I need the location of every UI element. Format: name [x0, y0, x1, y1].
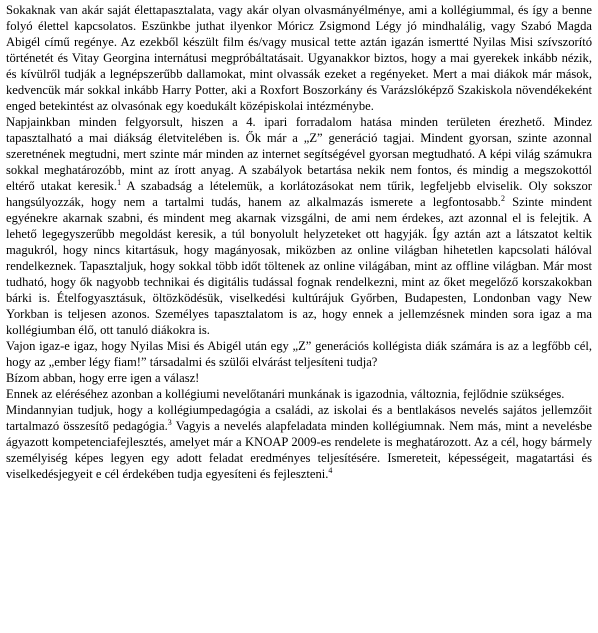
paragraph-pedagogy	[6, 402, 592, 482]
paragraph-text: A szabadság a lételemük, a korlátozásokat nem tűrik, legfeljebb elviselik. Oly sokszor hangsúlyozzák, hogy nem a tartalmi tudás, hanem az alkalmazás ismerete a legfontosabb.	[6, 179, 592, 209]
paragraph-question	[6, 338, 592, 370]
footnote-marker-3: 3	[167, 417, 172, 427]
paragraph-literary-intro	[6, 2, 592, 114]
footnote-marker-4: 4	[328, 465, 333, 475]
paragraph-text: Napjainkban minden felgyorsult, hiszen a 4. ipari forradalom hatása minden területen érezhető. Mindez tapasztalható a mai diákság életvitelében is. Ők már a „Z” generáció tagjai. Mindent gyorsan, szinte azonnal szeretnének megtudni, mert szinte már minden az internet segítségével gyorsan megtudható. A képi világ számukra sokkal meghatározóbb, mint az írott anyag. A szabályok betartása nekik nem fontos, és mindig a megszokottól eltérő utakat keresik.	[6, 115, 592, 193]
footnote-marker-1: 1	[117, 177, 122, 187]
paragraph-requirement	[6, 386, 592, 402]
paragraph-text: Bízom abban, hogy erre igen a válasz!	[6, 371, 200, 385]
footnote-marker-2: 2	[500, 193, 505, 203]
paragraph-text: Mindannyian tudjuk, hogy a kollégiumpedagógia a családi, az iskolai és a bentlakásos nevelés sajátos jellemzőit tartalmazó összesítő pedagógia.	[6, 403, 592, 433]
paragraph-text: Vagyis a nevelés alapfeladata minden kollégiumnak. Nem más, mint a nevelésbe ágyazott kompetenciafejlesztés, amelyet már a KNOAP 2009-es rendelete is meghatározott. Az a cél, hogy bármely személyiség képes legyen egy adott feladat eredményes teljesítésére. Ismereteit, képességeit, magatartási és viselkedésjegyeit e cél érdekében tudja egyesíteni és fejleszteni.	[6, 419, 592, 481]
paragraph-text: Vajon igaz-e igaz, hogy Nyilas Misi és Abigél után egy „Z” generációs kollégista diák számára is az a legfőbb cél, hogy az „ember légy fiam!” társadalmi és szülői elvárást teljesíteni tudja?	[6, 339, 592, 369]
paragraph-generation-z	[6, 114, 592, 338]
paragraph-text: Sokaknak van akár saját élettapasztalata, vagy akár olyan olvasmányélménye, ami a kollégiummal, és így a benne folyó élettel kapcsolatos. Eszünkbe juthat ilyenkor Móricz Zsigmond Légy jó mindhalálig, vagy Szabó Magda Abigél című regénye. Az ezekből készült film és/vagy musical tette aztán igazán ismertté Nyilas Misi szívszorító történetét és Vitay Georgina internátusi megpróbáltatásait. Ugyanakkor biztos, hogy a mai gyerekek inkább nézik, és kívülről tudják a legnépszerűbb dallamokat, mint olvassák ezeket a regényeket. Mert a mai diákok már mások, kedvencük már sokkal inkább Harry Potter, aki a Roxfort Boszorkány és Varázslóképző Szakiskola növendékeként enged betekintést az olvasónak egy koedukált középiskolai intézménybe.	[6, 3, 592, 113]
paragraph-text: Ennek az eléréséhez azonban a kollégiumi nevelőtanári munkának is igazodnia, változnia, fejlődnie szükséges.	[6, 387, 565, 401]
paragraph-text: Szinte mindent egyénekre akarnak szabni, és mindent meg akarnak vizsgálni, de ami nem érdekes, azt azonnal el is felejtik. A lehető legegyszerűbb megoldást keresik, a túl bonyolult helyzeteket ott hagyják. Így aztán azt a látszatot keltik magukról, hogy nincs kitartásuk, hogy magányosak, miközben az online világban hihetetlen kapcsolati hálóval rendelkeznek. Tapasztaljuk, hogy sokkal több időt töltenek az online világában, mint az offline világban. Már most tudható, hogy ők nagyobb technikai és digitális tudással fognak rendelkezni, mint az őket megelőző korszakokban bárki is. Ételfogyasztásuk, öltözködésük, viselkedési kultúrájuk Győrben, Budapesten, Londonban vagy New Yorkban is teljesen azonos. Személyes tapasztalatom is az, hogy ennek a jellemzésnek minden sora igaz a ma kollégiumban élő, ott tanuló diákokra is.	[6, 195, 592, 337]
paragraph-answer	[6, 370, 592, 386]
